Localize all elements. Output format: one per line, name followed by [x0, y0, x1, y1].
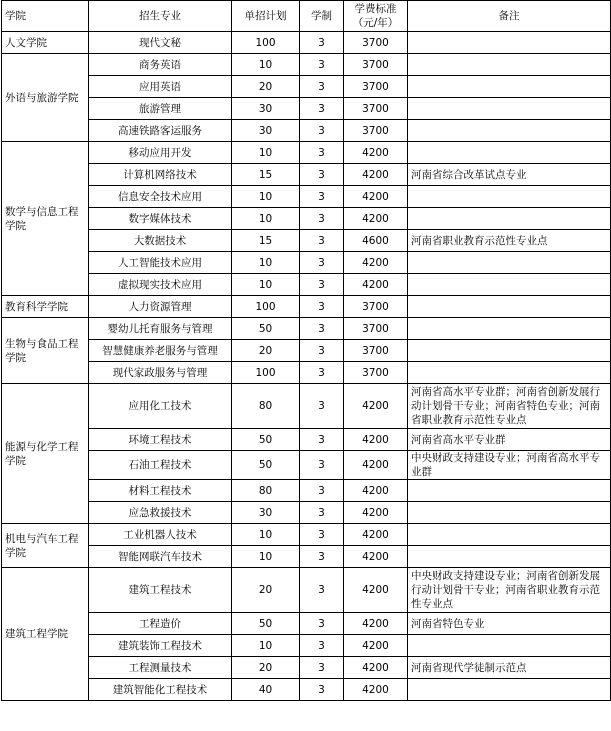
quota-cell: 50 — [232, 451, 300, 480]
table-row — [2, 296, 611, 318]
remark-cell: 河南省职业教育示范性专业点 — [408, 230, 611, 252]
tuition-cell: 4600 — [344, 230, 408, 252]
quota-cell: 100 — [232, 32, 300, 54]
years-cell: 3 — [300, 362, 344, 384]
table-row — [2, 429, 611, 451]
tuition-cell: 4200 — [344, 429, 408, 451]
tuition-cell: 4200 — [344, 657, 408, 679]
years-cell: 3 — [300, 340, 344, 362]
major-cell: 虚拟现实技术应用 — [89, 274, 232, 296]
table-row — [2, 208, 611, 230]
remark-cell — [408, 274, 611, 296]
tuition-cell: 4200 — [344, 384, 408, 429]
quota-cell: 20 — [232, 568, 300, 613]
years-cell: 3 — [300, 429, 344, 451]
quota-cell: 50 — [232, 613, 300, 635]
quota-cell: 30 — [232, 98, 300, 120]
tuition-cell: 4200 — [344, 502, 408, 524]
tuition-cell: 4200 — [344, 142, 408, 164]
quota-cell: 80 — [232, 384, 300, 429]
years-cell: 3 — [300, 32, 344, 54]
years-cell: 3 — [300, 252, 344, 274]
tuition-cell: 3700 — [344, 98, 408, 120]
tuition-cell: 4200 — [344, 568, 408, 613]
quota-cell: 40 — [232, 679, 300, 701]
major-cell: 大数据技术 — [89, 230, 232, 252]
tuition-cell: 3700 — [344, 32, 408, 54]
table-row — [2, 384, 611, 429]
major-cell: 人力资源管理 — [89, 296, 232, 318]
quota-cell: 30 — [232, 120, 300, 142]
remark-cell: 中央财政支持建设专业；河南省高水平专业群 — [408, 451, 611, 480]
table-row — [2, 318, 611, 340]
major-cell: 现代文秘 — [89, 32, 232, 54]
table-row — [2, 340, 611, 362]
major-cell: 材料工程技术 — [89, 480, 232, 502]
major-cell: 信息安全技术应用 — [89, 186, 232, 208]
remark-cell — [408, 296, 611, 318]
table-row — [2, 54, 611, 76]
years-cell: 3 — [300, 208, 344, 230]
remark-cell — [408, 208, 611, 230]
header-college: 学院 — [2, 1, 89, 32]
years-cell: 3 — [300, 524, 344, 546]
college-name-cell: 机电与汽车工程学院 — [2, 524, 89, 568]
table-row — [2, 546, 611, 568]
tuition-cell: 4200 — [344, 613, 408, 635]
major-cell: 建筑工程技术 — [89, 568, 232, 613]
quota-cell: 10 — [232, 208, 300, 230]
major-cell: 智能网联汽车技术 — [89, 546, 232, 568]
years-cell: 3 — [300, 142, 344, 164]
quota-cell: 20 — [232, 340, 300, 362]
major-cell: 环境工程技术 — [89, 429, 232, 451]
tuition-cell: 4200 — [344, 164, 408, 186]
major-cell: 应用英语 — [89, 76, 232, 98]
table-row — [2, 186, 611, 208]
years-cell: 3 — [300, 274, 344, 296]
table-row — [2, 524, 611, 546]
remark-cell — [408, 546, 611, 568]
major-cell: 工业机器人技术 — [89, 524, 232, 546]
years-cell: 3 — [300, 76, 344, 98]
table-row — [2, 362, 611, 384]
remark-cell: 河南省综合改革试点专业 — [408, 164, 611, 186]
quota-cell: 100 — [232, 362, 300, 384]
major-cell: 计算机网络技术 — [89, 164, 232, 186]
years-cell: 3 — [300, 502, 344, 524]
tuition-cell: 4200 — [344, 252, 408, 274]
major-cell: 建筑智能化工程技术 — [89, 679, 232, 701]
remark-cell — [408, 362, 611, 384]
major-cell: 数字媒体技术 — [89, 208, 232, 230]
header-major: 招生专业 — [89, 1, 232, 32]
table-row — [2, 657, 611, 679]
remark-cell: 河南省现代学徒制示范点 — [408, 657, 611, 679]
remark-cell: 河南省高水平专业群 — [408, 429, 611, 451]
quota-cell: 50 — [232, 318, 300, 340]
years-cell: 3 — [300, 296, 344, 318]
tuition-cell: 3700 — [344, 318, 408, 340]
header-remark: 备注 — [408, 1, 611, 32]
tuition-cell: 4200 — [344, 546, 408, 568]
remark-cell — [408, 32, 611, 54]
years-cell: 3 — [300, 54, 344, 76]
quota-cell: 10 — [232, 546, 300, 568]
quota-cell: 20 — [232, 657, 300, 679]
header-quota: 单招计划 — [232, 1, 300, 32]
remark-cell — [408, 480, 611, 502]
remark-cell — [408, 98, 611, 120]
quota-cell: 10 — [232, 54, 300, 76]
table-row — [2, 568, 611, 613]
quota-cell: 20 — [232, 76, 300, 98]
header-tuition: 学费标准（元/年） — [344, 1, 408, 32]
major-cell: 工程测量技术 — [89, 657, 232, 679]
years-cell: 3 — [300, 568, 344, 613]
college-name-cell: 人文学院 — [2, 32, 89, 54]
table-row — [2, 142, 611, 164]
remark-cell — [408, 318, 611, 340]
years-cell: 3 — [300, 451, 344, 480]
table-row — [2, 32, 611, 54]
remark-cell — [408, 679, 611, 701]
remark-cell — [408, 54, 611, 76]
remark-cell — [408, 502, 611, 524]
tuition-cell: 4200 — [344, 451, 408, 480]
remark-cell — [408, 252, 611, 274]
major-cell: 建筑装饰工程技术 — [89, 635, 232, 657]
tuition-cell: 4200 — [344, 635, 408, 657]
remark-cell — [408, 76, 611, 98]
quota-cell: 50 — [232, 429, 300, 451]
table-row — [2, 120, 611, 142]
quota-cell: 10 — [232, 274, 300, 296]
major-cell: 现代家政服务与管理 — [89, 362, 232, 384]
header-row — [2, 1, 611, 32]
major-cell: 旅游管理 — [89, 98, 232, 120]
quota-cell: 10 — [232, 524, 300, 546]
quota-cell: 10 — [232, 142, 300, 164]
major-cell: 应用化工技术 — [89, 384, 232, 429]
college-name-cell: 建筑工程学院 — [2, 568, 89, 701]
years-cell: 3 — [300, 98, 344, 120]
years-cell: 3 — [300, 679, 344, 701]
major-cell: 移动应用开发 — [89, 142, 232, 164]
table-row — [2, 635, 611, 657]
tuition-cell: 3700 — [344, 76, 408, 98]
quota-cell: 30 — [232, 502, 300, 524]
quota-cell: 15 — [232, 164, 300, 186]
major-cell: 智慧健康养老服务与管理 — [89, 340, 232, 362]
years-cell: 3 — [300, 164, 344, 186]
tuition-cell: 3700 — [344, 296, 408, 318]
remark-cell — [408, 340, 611, 362]
table-row — [2, 76, 611, 98]
college-name-cell: 数学与信息工程学院 — [2, 142, 89, 296]
tuition-cell: 4200 — [344, 524, 408, 546]
tuition-cell: 4200 — [344, 274, 408, 296]
tuition-cell: 4200 — [344, 208, 408, 230]
tuition-cell: 3700 — [344, 362, 408, 384]
tuition-cell: 3700 — [344, 54, 408, 76]
remark-cell: 河南省高水平专业群；河南省创新发展行动计划骨干专业；河南省特色专业；河南省职业教育示范性专业点 — [408, 384, 611, 429]
major-cell: 商务英语 — [89, 54, 232, 76]
enrollment-table — [1, 0, 611, 701]
table-row — [2, 451, 611, 480]
years-cell: 3 — [300, 186, 344, 208]
table-row — [2, 230, 611, 252]
tuition-cell: 3700 — [344, 120, 408, 142]
major-cell: 石油工程技术 — [89, 451, 232, 480]
remark-cell: 中央财政支持建设专业；河南省创新发展行动计划骨干专业；河南省职业教育示范性专业点 — [408, 568, 611, 613]
table-row — [2, 502, 611, 524]
years-cell: 3 — [300, 613, 344, 635]
quota-cell: 80 — [232, 480, 300, 502]
table-row — [2, 164, 611, 186]
header-years: 学制 — [300, 1, 344, 32]
remark-cell — [408, 120, 611, 142]
quota-cell: 10 — [232, 186, 300, 208]
major-cell: 高速铁路客运服务 — [89, 120, 232, 142]
table-body — [2, 32, 611, 701]
tuition-cell: 4200 — [344, 679, 408, 701]
quota-cell: 100 — [232, 296, 300, 318]
remark-cell — [408, 524, 611, 546]
table-row — [2, 679, 611, 701]
major-cell: 应急救援技术 — [89, 502, 232, 524]
quota-cell: 10 — [232, 635, 300, 657]
college-name-cell: 教育科学学院 — [2, 296, 89, 318]
years-cell: 3 — [300, 657, 344, 679]
years-cell: 3 — [300, 480, 344, 502]
tuition-cell: 4200 — [344, 186, 408, 208]
years-cell: 3 — [300, 318, 344, 340]
table-row — [2, 274, 611, 296]
tuition-cell: 4200 — [344, 480, 408, 502]
remark-cell — [408, 142, 611, 164]
remark-cell — [408, 635, 611, 657]
years-cell: 3 — [300, 384, 344, 429]
table-row — [2, 252, 611, 274]
years-cell: 3 — [300, 546, 344, 568]
years-cell: 3 — [300, 635, 344, 657]
remark-cell — [408, 186, 611, 208]
table-row — [2, 613, 611, 635]
years-cell: 3 — [300, 230, 344, 252]
major-cell: 婴幼儿托育服务与管理 — [89, 318, 232, 340]
major-cell: 人工智能技术应用 — [89, 252, 232, 274]
quota-cell: 10 — [232, 252, 300, 274]
college-name-cell: 能源与化学工程学院 — [2, 384, 89, 524]
major-cell: 工程造价 — [89, 613, 232, 635]
college-name-cell: 生物与食品工程学院 — [2, 318, 89, 384]
remark-cell: 河南省特色专业 — [408, 613, 611, 635]
tuition-cell: 3700 — [344, 340, 408, 362]
years-cell: 3 — [300, 120, 344, 142]
table-row — [2, 98, 611, 120]
quota-cell: 15 — [232, 230, 300, 252]
college-name-cell: 外语与旅游学院 — [2, 54, 89, 142]
table-row — [2, 480, 611, 502]
